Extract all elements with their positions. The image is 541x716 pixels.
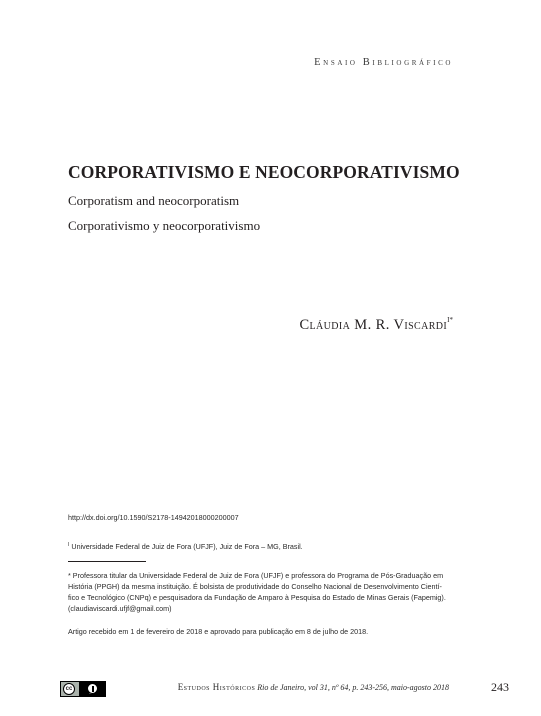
journal-name: Estudos Históricos [177,682,256,692]
author-note-line: História (PPGH) da mesma instituição. É bolsista de produtividade do Conselho Nacional de Desenvolvimento Cientí- [68,582,442,591]
article-subtitle-english: Corporatism and neocorporatism [68,193,240,208]
cc-icon: cc [63,683,75,695]
attribution-icon [87,683,98,694]
affiliation-text: Universidade Federal de Juiz de Fora (UFJF), Juiz de Fora – MG, Brasil. [71,542,303,551]
affiliation-mark: I [68,542,70,548]
journal-footer [178,682,449,692]
doi-link[interactable]: http://dx.doi.org/10.1590/S2178-14942018000200007 [68,513,239,522]
creative-commons-badge[interactable] [60,681,106,697]
article-title: CORPORATIVISMO E NEOCORPORATIVISMO [68,162,460,182]
journal-citation: Rio de Janeiro, vol 31, nº 64, p. 243-256, maio-agosto 2018 [257,683,449,692]
page-number: 243 [491,680,509,694]
author-email[interactable]: (claudiaviscardi.ufjf@gmail.com) [68,604,172,613]
author-name-text: Cláudia M. R. Viscardi [299,317,448,333]
author-note-line: * Professora titular da Universidade Federal de Juiz de Fora (UFJF) e professora do Programa de Pós-Graduação em [68,571,444,580]
author-name [299,316,453,334]
received-note: Artigo recebido em 1 de fevereiro de 2018 e aprovado para publicação em 8 de julho de 2018. [68,627,369,636]
article-subtitle-spanish: Corporativismo y neocorporativismo [68,218,261,233]
author-note-line: fico e Tecnológico (CNPq) e pesquisadora da Fundação de Amparo à Pesquisa do Estado de Minas Gerais (Fapemig). [68,593,446,602]
section-label: Ensaio Bibliográfico [314,57,453,68]
author-note [68,570,446,614]
footnote-divider [68,561,146,562]
author-footnote-marks: I* [447,316,453,324]
affiliation-note [68,540,303,552]
